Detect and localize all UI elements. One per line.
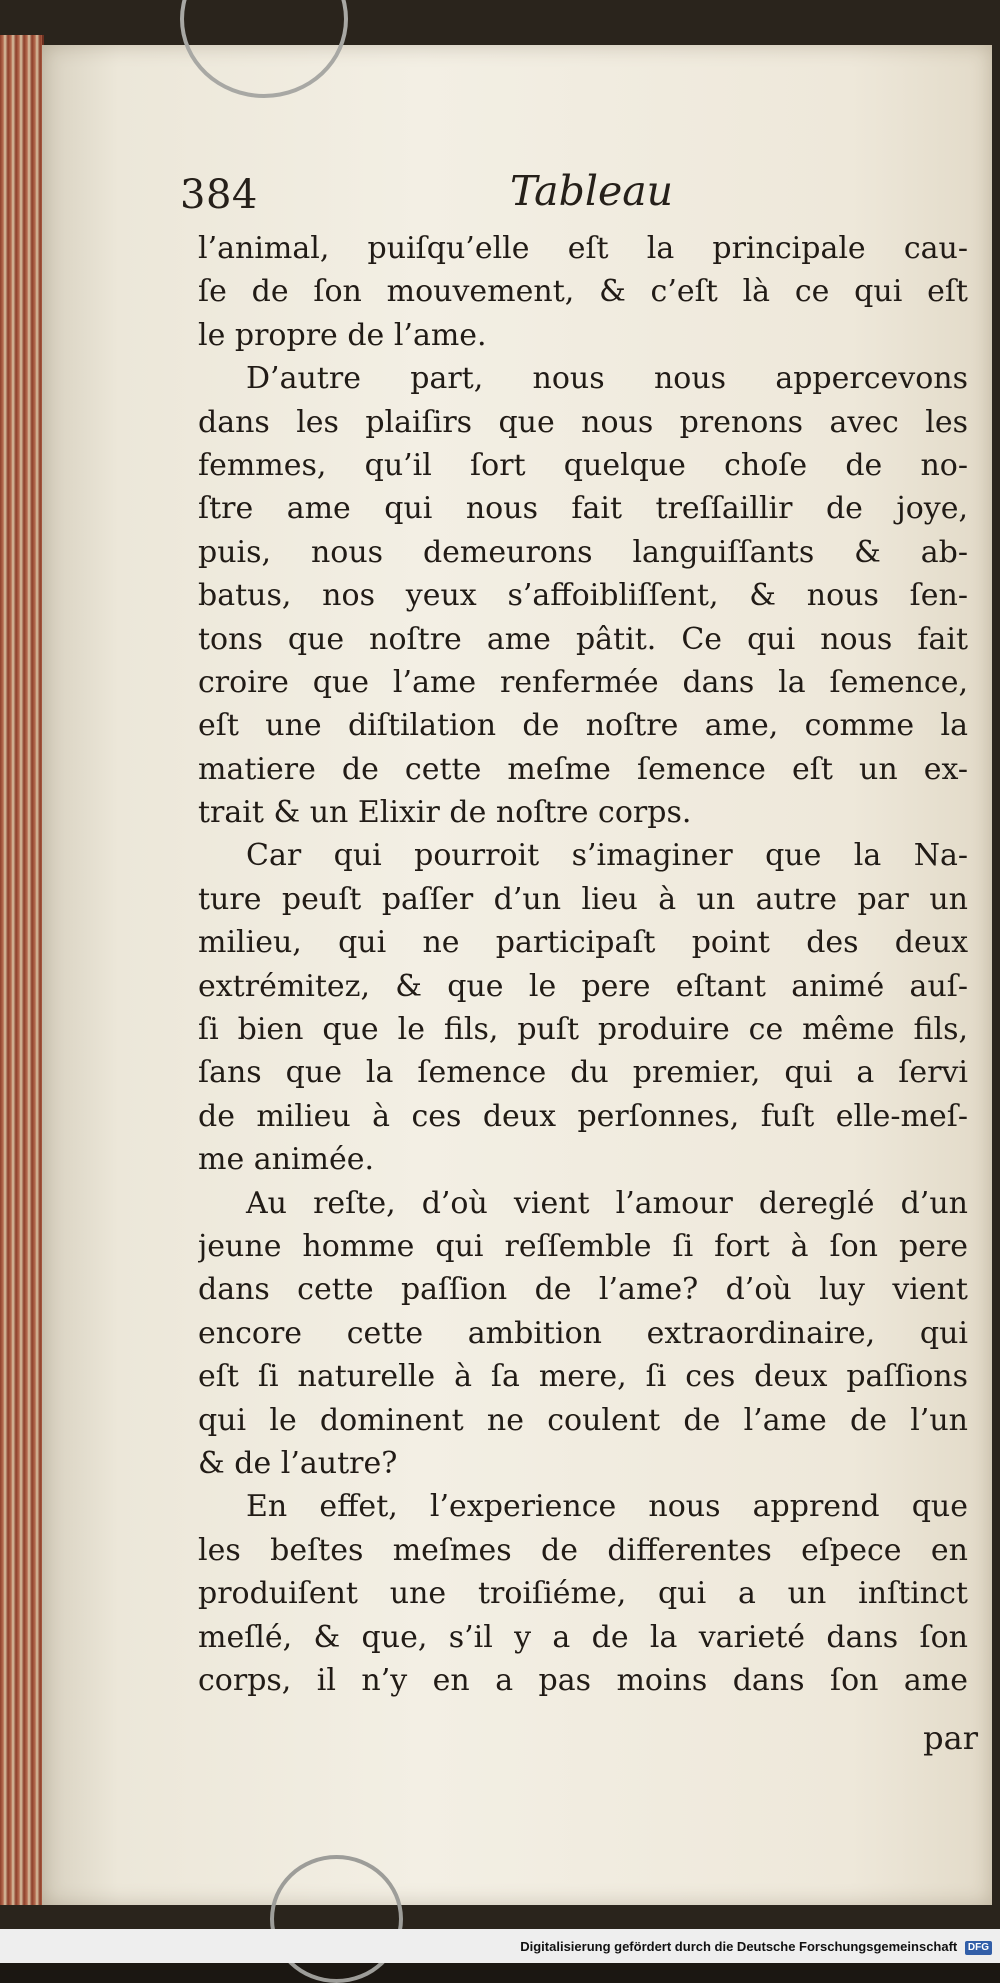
- page-edges: [0, 35, 44, 1905]
- text-line-5: dans les plaiſirs que nous prenons avec les: [198, 404, 968, 440]
- funding-notice: Digitalisierung gefördert durch die Deutsche Forschungsgemeinschaft: [520, 1939, 958, 1955]
- text-line-20: ſans que la ſemence du premier, qui a ſervi: [198, 1055, 968, 1091]
- text-line-1: l’animal, puiſqu’elle eſt la principale cau-: [198, 231, 968, 266]
- text-line-29: & de l’autre?: [198, 1445, 398, 1481]
- text-line-13: matiere de cette meſme ſemence eſt un ex-: [198, 751, 968, 787]
- text-line-2: ſe de ſon mouvement, & c’eſt là ce qui eſt: [198, 274, 968, 310]
- text-line-23: Au reſte, d’où vient l’amour dereglé d’un: [246, 1185, 968, 1221]
- text-line-17: milieu, qui ne participaſt point des deux: [198, 925, 968, 961]
- digitization-footer: [0, 1929, 1000, 1963]
- text-line-12: eſt une diſtilation de noſtre ame, comme la: [198, 708, 968, 744]
- text-line-10: tons que noſtre ame pâtit. Ce qui nous fait: [198, 621, 968, 657]
- text-line-14: trait & un Elixir de noſtre corps.: [198, 795, 692, 831]
- digitization-notice: [520, 1939, 992, 1955]
- text-line-3: le propre de l’ame.: [198, 317, 487, 353]
- text-line-31: les beſtes meſmes de differentes eſpece en: [198, 1532, 968, 1568]
- running-head: [180, 167, 940, 233]
- text-line-11: croire que l’ame renfermée dans la ſemence,: [198, 664, 968, 700]
- text-line-7: ſtre ame qui nous fait treſſaillir de joye,: [198, 491, 968, 527]
- text-line-30: En effet, l’experience nous apprend que: [246, 1489, 968, 1525]
- text-line-16: ture peuſt paſſer d’un lieu à un autre par un: [198, 881, 968, 917]
- text-line-32: produiſent une troiſiéme, qui a un inſtinct: [198, 1576, 968, 1612]
- text-line-21: de milieu à ces deux perſonnes, fuſt elle-meſ-: [198, 1098, 968, 1134]
- text-line-22: me animée.: [198, 1142, 375, 1178]
- body-text: [198, 227, 968, 1702]
- text-line-19: ſi bien que le fils, puſt produire ce même fils,: [198, 1012, 968, 1048]
- text-line-18: extrémitez, & que le pere eſtant animé auſ-: [198, 968, 968, 1004]
- text-line-9: batus, nos yeux s’affoibliſſent, & nous ſen-: [198, 578, 968, 614]
- text-line-25: dans cette paſſion de l’ame? d’où luy vient: [198, 1272, 968, 1308]
- bottom-page-clip: [270, 1855, 403, 1983]
- dfg-logo-icon: DFG: [965, 1941, 992, 1955]
- text-line-8: puis, nous demeurons languiſſants & ab-: [198, 534, 968, 570]
- text-line-15: Car qui pourroit s’imaginer que la Na-: [246, 838, 968, 874]
- text-line-24: jeune homme qui reſſemble ſi fort à ſon pere: [198, 1228, 968, 1264]
- text-line-33: meſlé, & que, s’il y a de la varieté dans ſon: [198, 1619, 968, 1655]
- text-line-4: D’autre part, nous nous appercevons: [246, 361, 968, 397]
- text-line-6: femmes, qu’il ſort quelque choſe de no-: [198, 447, 968, 483]
- text-line-28: qui le dominent ne coulent de l’ame de l’un: [198, 1402, 968, 1438]
- text-line-27: eſt ſi naturelle à ſa mere, ſi ces deux paſſions: [198, 1359, 968, 1395]
- catchword: par: [923, 1719, 978, 1757]
- running-title: Tableau: [510, 167, 674, 215]
- text-line-26: encore cette ambition extraordinaire, qui: [198, 1315, 968, 1351]
- text-line-34: corps, il n’y en a pas moins dans ſon ame: [198, 1662, 968, 1698]
- page-number: 384: [180, 172, 258, 218]
